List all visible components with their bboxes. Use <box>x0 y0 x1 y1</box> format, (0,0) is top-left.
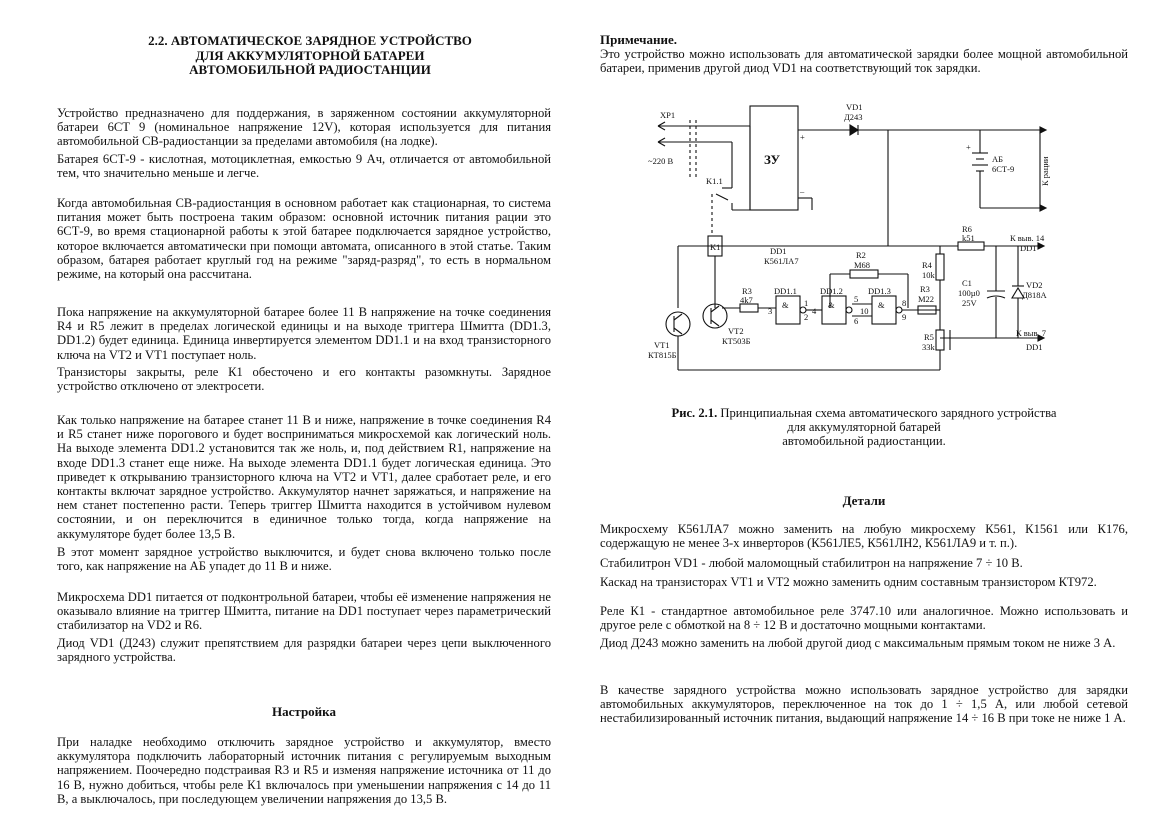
paragraph: Когда автомобильная СВ-радиостанция в основном работает как стационарная, то система питания может быть построена таким образом: основной источник питания рации это 6СТ-9, во время стационарной работы к этой батарее подключается зарядное устройство, которое включается автоматически при помощи автомата, описанного в этой статье. Таким образом, батарея работает круглый год на режиме "заряд-разряд", то есть в нормальном режиме, на который она рассчитана. <box>57 196 551 282</box>
label-r1: R3 <box>742 286 752 296</box>
caption-line: автомобильной радиостанции. <box>782 434 946 448</box>
label-k1: K1 <box>710 242 721 252</box>
label-plus: + <box>800 132 805 142</box>
paragraph: Батарея 6СТ-9 - кислотная, мотоциклетная, емкостью 9 Ач, отличается от автомобильной тем, что значительно меньше и легче. <box>57 152 551 181</box>
label-radio: К рации <box>1040 156 1050 186</box>
figure-caption <box>600 406 1128 448</box>
caption-text: Принципиальная схема автоматического зарядного устройства <box>720 406 1057 420</box>
label-vd2-type: Д818А <box>1022 290 1047 300</box>
label-c1-val: 100µ0 <box>958 288 980 298</box>
paragraph: Устройство предназначено для поддержания, в заряженном состоянии аккумуляторной батареи 6СТ 9 (номинальное напряжение 12V), которая используется для питания автомобильной СВ-радиостанции за пределами автомобиля (на лодке). <box>57 106 551 149</box>
paragraph: Пока напряжение на аккумуляторной батарее более 11 В напряжение на точке соединения R4 и R5 лежит в пределах логической единицы и на выходе триггера Шмитта (DD1.3, DD1.2) будет единица. Единица инвертируется элементом DD1.1 и на вход транзисторного ключа на VT2 и VT1 поступает ноль. <box>57 305 551 362</box>
details-paragraph: Микросхему К561ЛА7 можно заменить на любую микросхему К561, К1561 или К176, содержащую не менее 3-х инверторов (К561ЛЕ5, К561ЛН2, К561ЛА9 и т. п.). <box>600 522 1128 551</box>
label-pin8: 8 <box>902 298 907 308</box>
label-pin5: 5 <box>854 294 859 304</box>
label-bat: АБ <box>992 154 1004 164</box>
label-pin7-dd1: DD1 <box>1026 342 1043 352</box>
gate-and-symbol: & <box>878 300 885 310</box>
paragraph: В этот момент зарядное устройство выключится, и будет снова включено только после того, как напряжение на АБ упадет до 11 В и ниже. <box>57 545 551 574</box>
label-pin2: 2 <box>804 312 809 322</box>
label-r5-val: 33k <box>922 342 935 352</box>
label-pin9: 9 <box>902 312 907 322</box>
label-r5: R5 <box>924 332 934 342</box>
label-pin6: 6 <box>854 316 859 326</box>
label-minus: – <box>800 186 805 196</box>
label-pin3: 3 <box>768 306 773 316</box>
setup-heading: Настройка <box>272 704 336 719</box>
title-line: 2.2. АВТОМАТИЧЕСКОЕ ЗАРЯДНОЕ УСТРОЙСТВО <box>148 33 472 48</box>
details-paragraph: Диод Д243 можно заменить на любой другой диод с максимальным прямым током не ниже 3 А. <box>600 636 1116 650</box>
label-r2-val: M68 <box>854 260 871 270</box>
label-vt1-type: КТ815Б <box>648 350 677 360</box>
paragraph: Диод VD1 (Д243) служит препятствием для разрядки батареи через цепи выключенного зарядного устройства. <box>57 636 551 665</box>
details-heading: Детали <box>842 493 886 508</box>
label-dd11: DD1.1 <box>774 286 797 296</box>
label-bat-type: 6СТ-9 <box>992 164 1015 174</box>
label-vd1: VD1 <box>846 102 863 112</box>
label-dd1: DD1 <box>770 246 787 256</box>
gate-and-symbol: & <box>828 300 835 310</box>
title-line: ДЛЯ АККУМУЛЯТОРНОЙ БАТАРЕИ <box>195 47 425 63</box>
label-r6: R6 <box>962 224 972 234</box>
label-pin4: 4 <box>812 306 817 316</box>
label-dd12: DD1.2 <box>820 286 843 296</box>
label-pin14-dd1: DD1 <box>1020 243 1037 253</box>
label-r1-val: 4k7 <box>740 295 753 305</box>
label-r6-val: k51 <box>962 233 975 243</box>
title-line: АВТОМОБИЛЬНОЙ РАДИОСТАНЦИИ <box>189 62 431 77</box>
details-paragraph: Реле К1 - стандартное автомобильное реле 3747.10 или аналогичное. Можно использовать и другое реле с обмоткой на 8 ÷ 12 В и достаточно мощными контактами. <box>600 604 1128 633</box>
caption-line: для аккумуляторной батарей <box>787 420 941 434</box>
gate-and-symbol: & <box>782 300 789 310</box>
label-c1: C1 <box>962 278 972 288</box>
paragraph: Транзисторы закрыты, реле К1 обесточено и его контакты разомкнуты. Зарядное устройство отключено от электросети. <box>57 365 551 394</box>
label-vt1: VT1 <box>654 340 670 350</box>
label-r4-val: 10k <box>922 270 935 280</box>
paragraph: Микросхема DD1 питается от подконтрольной батареи, чтобы её изменение напряжения не оказывало влияние на триггер Шмитта, питание на DD1 поступает через параметрический стабилизатор на VD2 и R6. <box>57 590 551 633</box>
label-bat-plus: + <box>966 142 971 152</box>
label-vd2: VD2 <box>1026 280 1043 290</box>
label-dd13: DD1.3 <box>868 286 891 296</box>
label-r2: R2 <box>856 250 866 260</box>
label-r4: R4 <box>922 260 932 270</box>
circuit-schematic <box>640 98 1060 383</box>
note-heading: Примечание. <box>600 32 677 47</box>
label-xp1: XP1 <box>660 110 676 120</box>
label-mains: ~220 В <box>648 156 674 166</box>
label-vt2-type: КТ503Б <box>722 336 751 346</box>
details-paragraph: Каскад на транзисторах VT1 и VT2 можно заменить одним составным транзистором КТ972. <box>600 575 1097 589</box>
label-k11: K1.1 <box>706 176 723 186</box>
article-title <box>120 34 500 78</box>
details-paragraph: Стабилитрон VD1 - любой маломощный стабилитрон на напряжение 7 ÷ 10 В. <box>600 556 1023 570</box>
caption-number: Рис. 2.1. <box>671 406 718 420</box>
details-paragraph: В качестве зарядного устройства можно использовать зарядное устройство для зарядки автомобильных аккумуляторов, переключенное на ток до 1 ÷ 1,5 А, или любой сетевой нестабилизированный источник питания, выдающий напряжение 14 ÷ 16 В при токе не ниже 1 А. <box>600 683 1128 726</box>
label-r3-val: M22 <box>918 294 935 304</box>
label-pin7: К выв. 7 <box>1016 328 1047 338</box>
label-vt2: VT2 <box>728 326 744 336</box>
label-vd1-type: Д243 <box>844 112 863 122</box>
setup-paragraph: При наладке необходимо отключить зарядное устройство и аккумулятор, вместо аккумулятора подключить лабораторный источник питания с регулируемым выходным напряжением. Поочередно подстраивая R3 и R5 и изменяя напряжение источника от 11 до 16 В, нужно добиться, чтобы реле К1 включалось при уменьшении напряжения с 14 до 11 В, а выключалось, при последующем увеличении напряжения до 13,5 В. <box>57 735 551 806</box>
label-r3: R3 <box>920 284 930 294</box>
label-charger: ЗУ <box>764 152 781 167</box>
label-c1-volt: 25V <box>962 298 977 308</box>
note-paragraph: Это устройство можно использовать для автоматической зарядки более мощной автомобильной батареи, применив другой диод VD1 на соответствующий ток зарядки. <box>600 47 1128 76</box>
label-pin10: 10 <box>860 306 869 316</box>
paragraph: Как только напряжение на батарее станет 11 В и ниже, напряжение в точке соединения R4 и R5 станет ниже порогового и будет восприниматься микросхемой как логический ноль. На выходе элемента DD1.2 установится так же ноль, и, под действием R1, напряжение на входе DD1.3 станет еще ниже. На выходе элемента DD1.1 будет логическая единица. Это приведет к открыванию транзисторного ключа на VT2 и VT1, далее сработает реле, и его контакты включат зарядное устройство. Аккумулятор начнет заряжаться, и напряжение на нем станет постепенно расти. Теперь триггер Шмитта находится в устойчивом нулевом состоянии, и он переключится в единичное только тогда, когда напряжение на аккумуляторе будет более 13,5 В. <box>57 413 551 541</box>
label-pin14: К выв. 14 <box>1010 233 1045 243</box>
label-dd1-type: К561ЛА7 <box>764 256 799 266</box>
label-pin1: 1 <box>804 298 809 308</box>
